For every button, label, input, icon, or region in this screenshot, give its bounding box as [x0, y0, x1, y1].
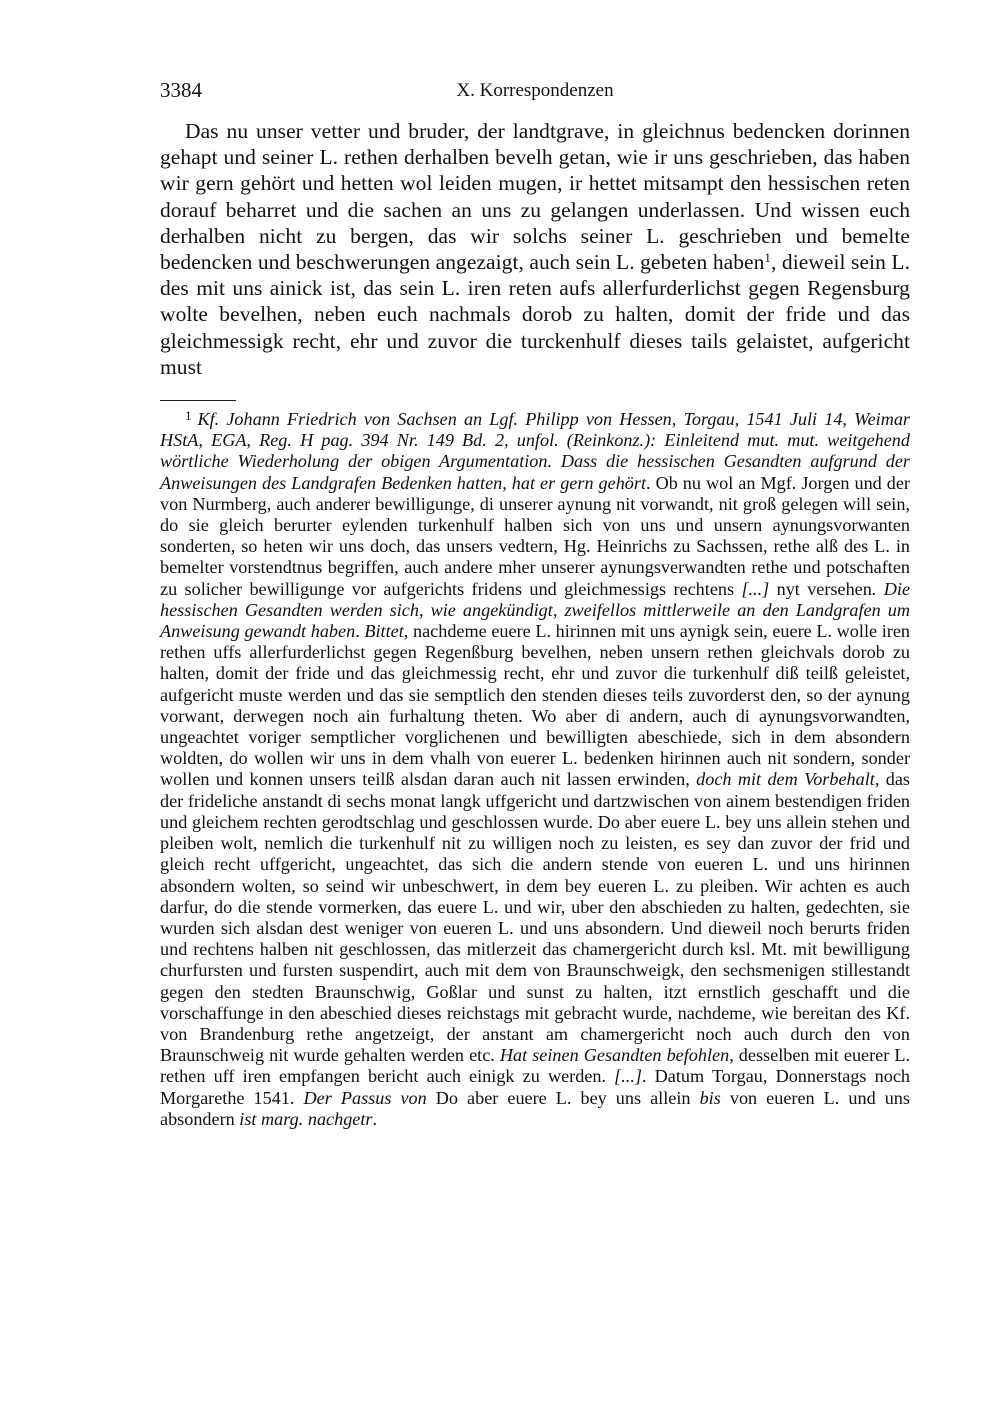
quoted-text: Do aber euere L. bey uns allein [426, 1087, 700, 1108]
editorial-summary: Bittet [364, 621, 404, 642]
editorial-note: ist marg. nachgetr [239, 1108, 373, 1129]
editorial-summary: Hat seinen Gesandten befohlen [499, 1045, 730, 1066]
quoted-text: , das der frideliche anstandt di sechs monat langk uffgericht und dartzwischen von ainem bestendigen friden und gleichem rechten gerodtschlag und geschlossen wurde. Do aber euere L. bey uns allein stehen und pleiben wolt, nemlich die turkenhulf nit zu willigen noch zu leisten, es sey dan zuvor der frid und gleich recht uffgericht, ungeachtet, das sich die andern stende von eueren L. und uns hirinnen absondern wolten, so seind wir unbeschwert, in dem bey eueren L. zu pleiben. Wir achten es auch darfur, do die stende vormerken, das euere L. und wir, uber den abschieden zu halten, gedechten, sie wurden sich alsdan dest weniger von eueren L. und uns absondern. Und dieweil noch berurts friden und rechtens halben nit geschlossen, das mitlerzeit das chamergericht durch ksl. Mt. mit bewilligung churfursten und fursten suspendirt, auch mit dem von Braunschweigk, den sechsmenigen stillestandt gegen den stedten Braunschwig, Goßlar und sunst zu halten, itzt ernstlich geschafft und die vorschaffunge in den abeschied dieses reichstags mit gebracht wurde, nachdeme, wie bereitan des Kf. von Brandenburg rethe angetzeigt, der anstant am chamergericht noch auch durch den von Braunschweig nit wurde gehalten werden etc. [160, 769, 910, 1066]
quoted-text: . Datum Torgau, Donnerstags noch Morgarethe 1541. [160, 1066, 910, 1108]
body-text-part: , dieweil sein L. des mit uns ainick ist, das sein L. iren reten aufs allerfurderlichst gegen Regensburg wolte bevelhen, neben euch nachmals dorob zu halten, domit der fride und das gleichmessigk recht, ehr und zuvor die turckenhulf dieses tails gelaistet, aufgericht must [160, 250, 910, 379]
quoted-text: nyt versehen [769, 578, 872, 599]
omission-mark: [...] [614, 1066, 642, 1087]
footnote-number: 1 [185, 408, 192, 424]
quoted-text: , desselben mit euerer L. rethen uff iren empfangen bericht auch einigk zu werden. [160, 1045, 910, 1087]
body-paragraph [160, 118, 910, 380]
running-title: X. Korrespondenzen [456, 80, 614, 101]
quoted-text: . [372, 1108, 378, 1129]
quoted-text: , nachdeme euere L. hirinnen mit uns aynigk sein, euere L. wolle iren rethen uffs allerfurderlichst gegen Regenßburg bevelhen, neben unsern rethen gleichvals dorob zu halten, domit der fride und das gleichmessig recht, ehr und zuvor die turkenhulf diß teilß geleistet, aufgericht muste werden und das sie semptlich den stenden dieses teils zuvorderst den, so der aynung vorwant, derwegen noch ain furhaltung theten. Wo aber di andern, auch di aynungsvorwandten, ungeachtet voriger semptlicher vorglichenen und bewilligten abeschiede, sich in dem absondern woldten, do wollen wir uns in dem vhalh von euerer L. bedenken hirinnen auch nit sondern, sonder wollen und konnen unsers teilß alsdan daran auch nit lassen erwinden, [160, 621, 910, 790]
editorial-summary: . Die hessischen Gesandten werden sich, wie angekündigt, zweifellos mittlerweile an den Landgrafen um Anweisung gewandt haben [160, 578, 911, 642]
page [160, 78, 910, 1130]
quoted-text: . Ob nu wol an Mgf. Jorgen und der von Nurmberg, auch anderer bewilligunge, di unserer aynung nit vorwandt, nit groß gelegen will sein, do sie gleich berurter eylenden turkenhulf halben sich von uns und unsern aynungsvorwanten sonderten, so heten wir uns doch, das unsers vedtern, Hg. Heinrichs zu Sachssen, rethe alß des L. in bemelter vorstendtnus begriffen, auch andere mher unserer aynungsverwandten rethe und potschaften zu solicher bewilligunge vor aufgerichts fridens und gleichmessigs rechtens [160, 472, 910, 599]
footnote-rule [160, 400, 236, 401]
footnote [160, 409, 910, 1130]
quoted-text: von eueren L. und uns absondern [160, 1087, 910, 1129]
running-head [160, 78, 910, 108]
editorial-note: bis [699, 1087, 721, 1108]
editorial-summary: doch mit dem Vorbehalt [696, 769, 875, 790]
quoted-text: . [355, 621, 365, 642]
omission-mark: [...] [741, 578, 770, 599]
editorial-summary: Kf. Johann Friedrich von Sachsen an Lgf. Philipp von Hessen, Torgau, 1541 Juli 14, Weimar HStA, EGA, Reg. H pag. 394 Nr. 149 Bd. 2, unfol. (Reinkonz.): Einleitend mut. mut. weitgehend wörtliche Wiederholung der obigen Argumentation. Dass die hessischen Gesandten aufgrund der Anweisungen des Landgrafen Bedenken hatten, hat er gern gehört [160, 409, 910, 493]
footnote-reference: 1 [764, 250, 771, 266]
body-text-part: Das nu unser vetter und bruder, der landtgrave, in gleichnus bedencken dorinnen gehapt und seiner L. rethen derhalben bevelh getan, wie ir uns geschrieben, das haben wir gern gehört und hetten wol leiden mugen, ir hettet mitsampt den hessischen reten dorauf beharret und die sachen an uns zu gelangen underlassen. Und wissen euch derhalben nicht zu bergen, das wir solchs seiner L. geschrieben und bemelte bedencken und beschwerungen angezaigt, auch sein L. gebeten haben [160, 119, 910, 275]
page-number: 3384 [160, 78, 202, 102]
editorial-note: Der Passus von [303, 1087, 427, 1108]
